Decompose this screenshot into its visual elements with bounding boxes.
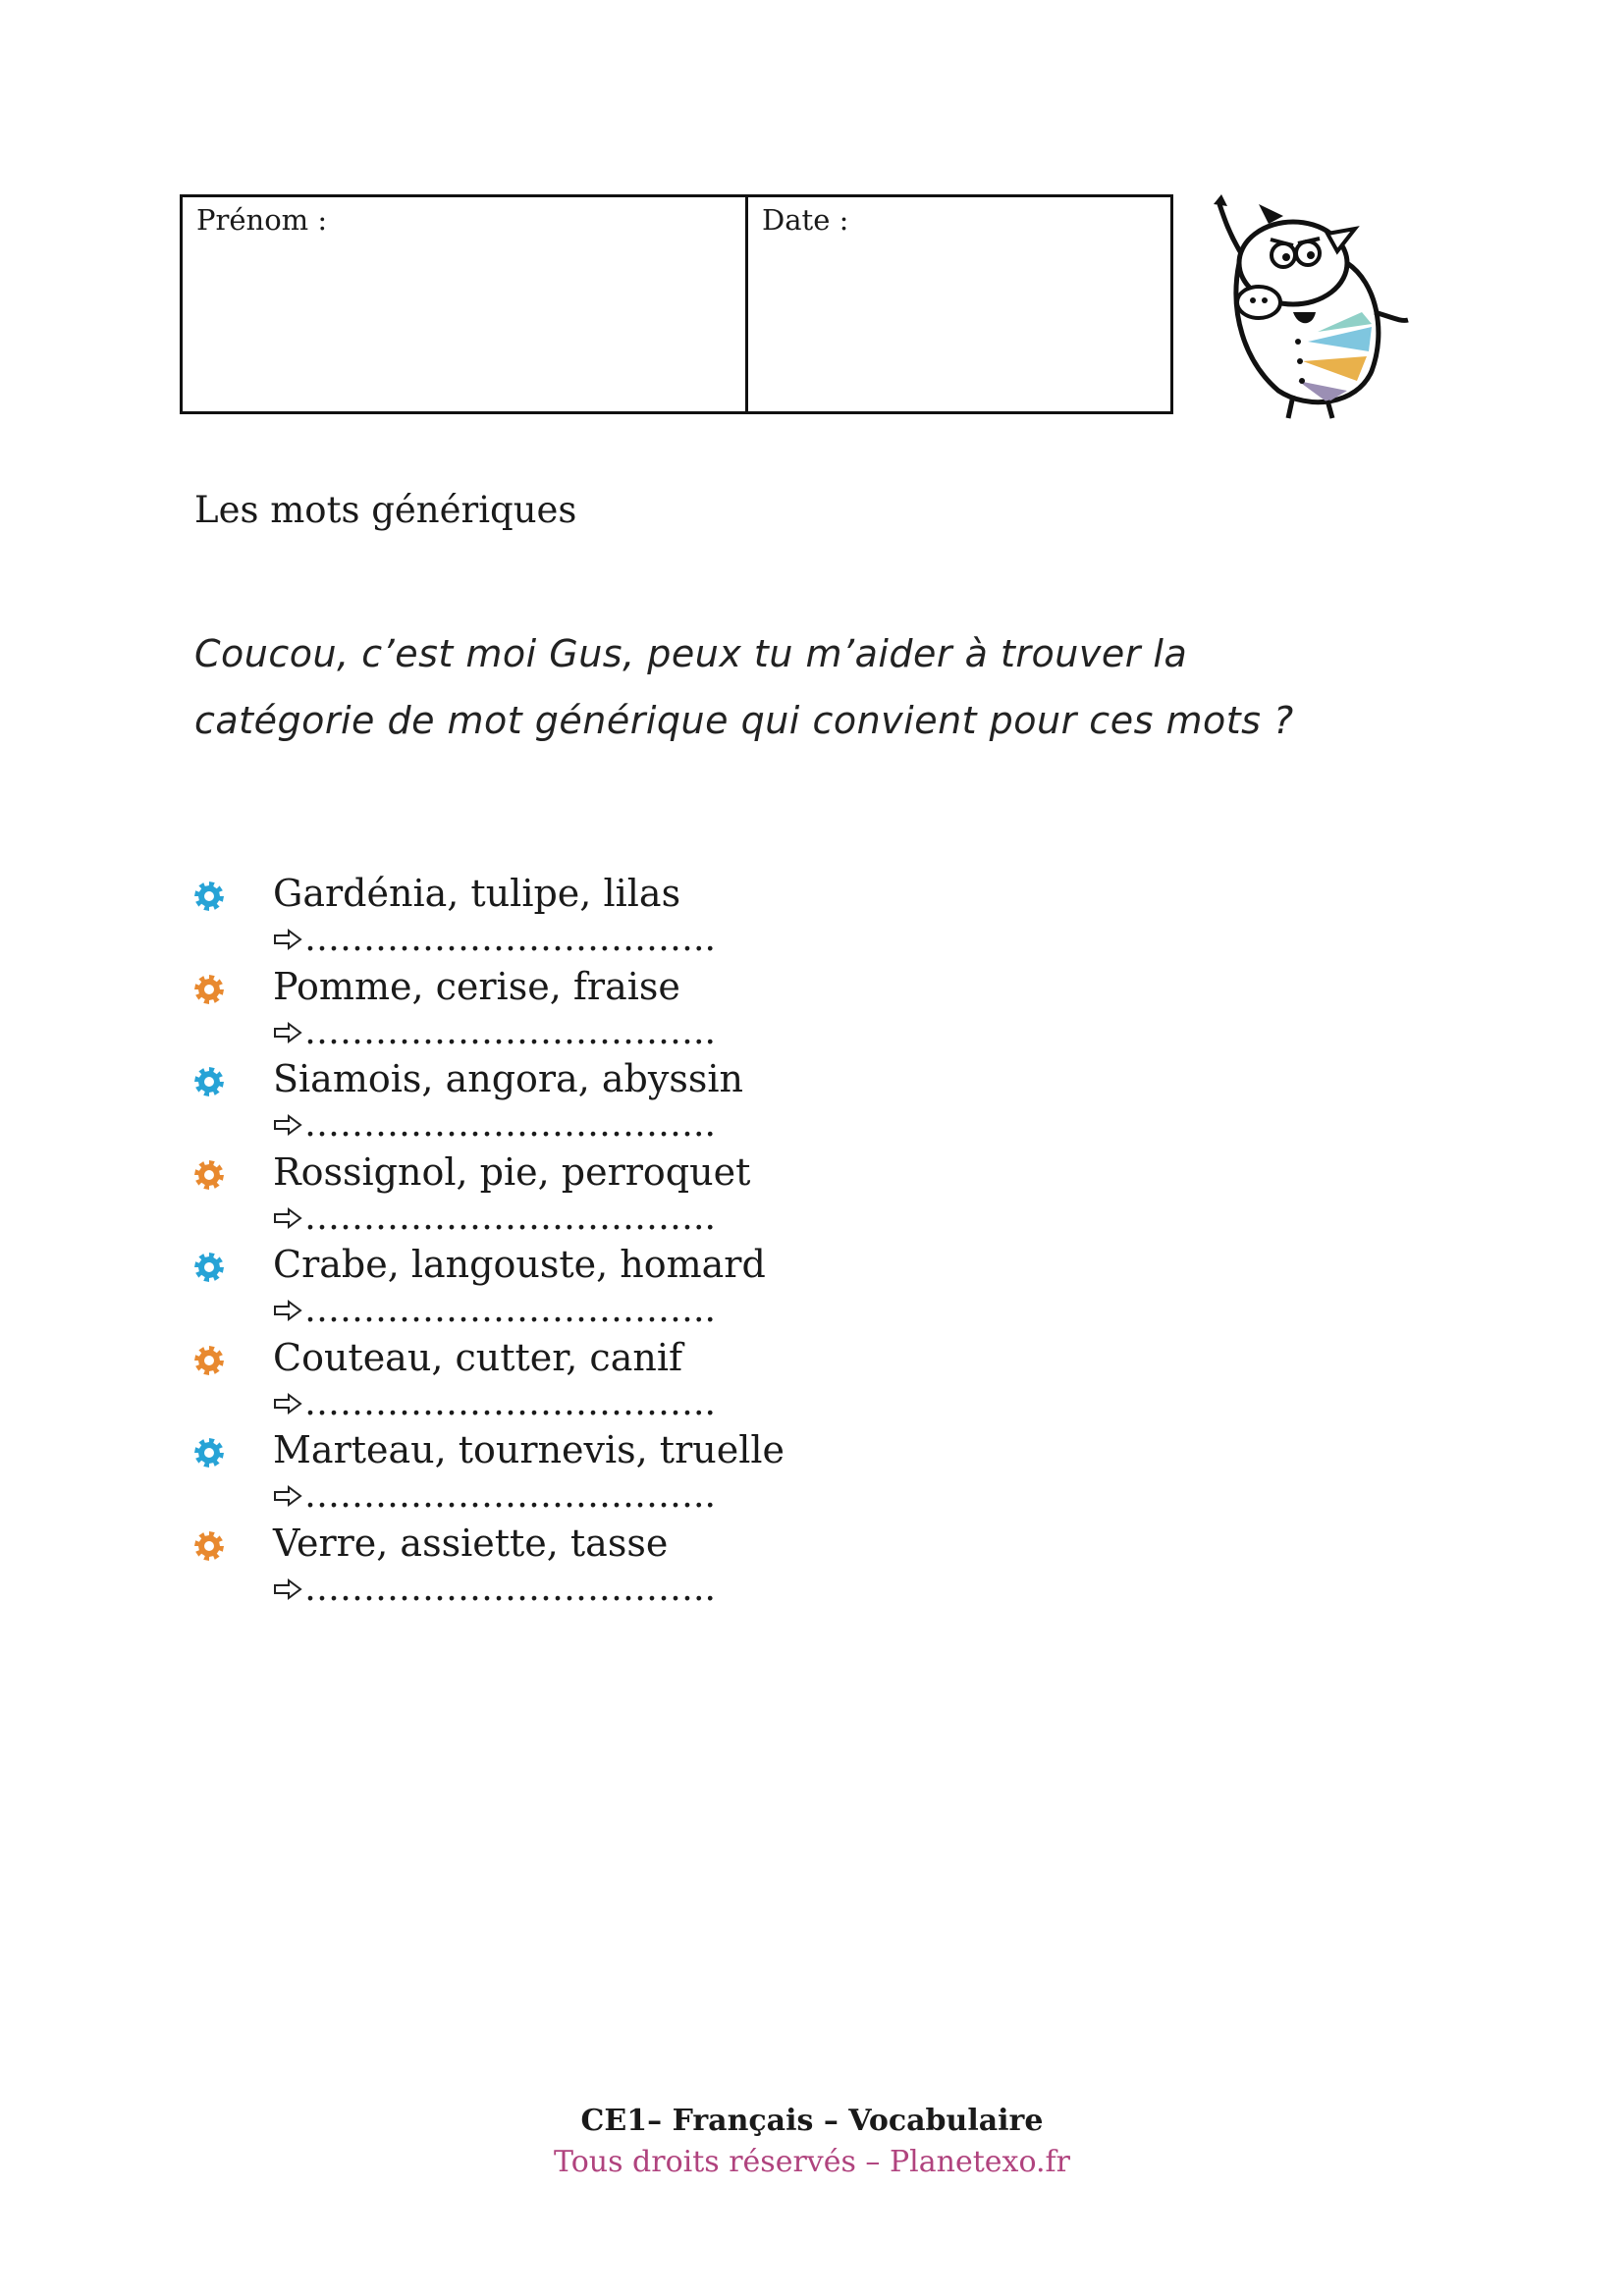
item-words: Crabe, langouste, homard xyxy=(273,1243,766,1286)
gear-hole xyxy=(203,1261,215,1273)
answer-line[interactable] xyxy=(273,1472,716,1520)
exercise-list xyxy=(192,870,1076,1612)
gear-bullet-icon xyxy=(192,1065,226,1098)
answer-blank: …………………………….. xyxy=(304,1197,716,1238)
gear-bullet-icon xyxy=(192,1436,226,1469)
list-item xyxy=(192,1334,1076,1427)
list-item xyxy=(192,963,1076,1056)
instruction-line-2: catégorie de mot générique qui convient pour ces mots ? xyxy=(194,699,1294,742)
gear-hole xyxy=(203,984,215,995)
gus-mascot-icon xyxy=(1200,194,1416,420)
item-words: Couteau, cutter, canif xyxy=(273,1335,683,1379)
item-words: Siamois, angora, abyssin xyxy=(273,1057,743,1100)
arrow-right-icon xyxy=(273,1207,302,1229)
answer-blank: …………………………….. xyxy=(304,1011,716,1052)
gear-bullet-icon xyxy=(192,880,226,913)
gear-hole xyxy=(203,890,215,902)
footer-rights: Tous droits réservés – Planetexo.fr xyxy=(554,2145,1070,2179)
arrow-right-icon xyxy=(273,1114,302,1136)
gear-hole xyxy=(203,1169,215,1181)
gear-bullet-icon xyxy=(192,1158,226,1192)
gear-hole xyxy=(203,1076,215,1088)
item-words: Verre, assiette, tasse xyxy=(273,1521,669,1565)
list-item xyxy=(192,1241,1076,1334)
item-words: Pomme, cerise, fraise xyxy=(273,964,680,1008)
gear-bullet-icon xyxy=(192,1344,226,1377)
prenom-field[interactable] xyxy=(183,197,748,411)
footer xyxy=(0,2101,1624,2183)
footer-title: CE1– Français – Vocabulaire xyxy=(580,2104,1044,2138)
gear-hole xyxy=(203,1447,215,1459)
answer-line[interactable] xyxy=(273,916,716,963)
list-item xyxy=(192,1426,1076,1520)
answer-line[interactable] xyxy=(273,1009,716,1056)
identity-table xyxy=(180,194,1173,414)
answer-blank: …………………………….. xyxy=(304,919,716,959)
gear-bullet-icon xyxy=(192,973,226,1006)
gear-hole xyxy=(203,1355,215,1366)
list-item xyxy=(192,870,1076,963)
answer-blank: …………………………….. xyxy=(304,1104,716,1145)
gear-hole xyxy=(203,1540,215,1552)
instruction-text xyxy=(194,620,1471,754)
date-field[interactable] xyxy=(748,197,1170,411)
answer-line[interactable] xyxy=(273,1195,716,1242)
arrow-right-icon xyxy=(273,929,302,950)
list-item xyxy=(192,1148,1076,1242)
page-title: Les mots génériques xyxy=(194,489,577,531)
item-words: Gardénia, tulipe, lilas xyxy=(273,872,681,915)
arrow-right-icon xyxy=(273,1300,302,1321)
arrow-right-icon xyxy=(273,1578,302,1600)
arrow-right-icon xyxy=(273,1022,302,1043)
arrow-right-icon xyxy=(273,1485,302,1507)
answer-line[interactable] xyxy=(273,1380,716,1427)
gear-bullet-icon xyxy=(192,1251,226,1284)
arrow-right-icon xyxy=(273,1393,302,1415)
list-item xyxy=(192,1055,1076,1148)
item-words: Rossignol, pie, perroquet xyxy=(273,1149,751,1194)
answer-line[interactable] xyxy=(273,1287,716,1334)
answer-blank: …………………………….. xyxy=(304,1475,716,1516)
answer-blank: …………………………….. xyxy=(304,1290,716,1330)
answer-blank: …………………………….. xyxy=(304,1382,716,1423)
date-label: Date : xyxy=(762,203,849,237)
prenom-label: Prénom : xyxy=(196,203,328,237)
gear-bullet-icon xyxy=(192,1529,226,1563)
item-words: Marteau, tournevis, truelle xyxy=(273,1428,785,1471)
answer-line[interactable] xyxy=(273,1566,716,1613)
instruction-line-1: Coucou, c’est moi Gus, peux tu m’aider à trouver la xyxy=(194,632,1188,675)
answer-line[interactable] xyxy=(273,1101,716,1148)
list-item xyxy=(192,1520,1076,1613)
answer-blank: …………………………….. xyxy=(304,1568,716,1609)
